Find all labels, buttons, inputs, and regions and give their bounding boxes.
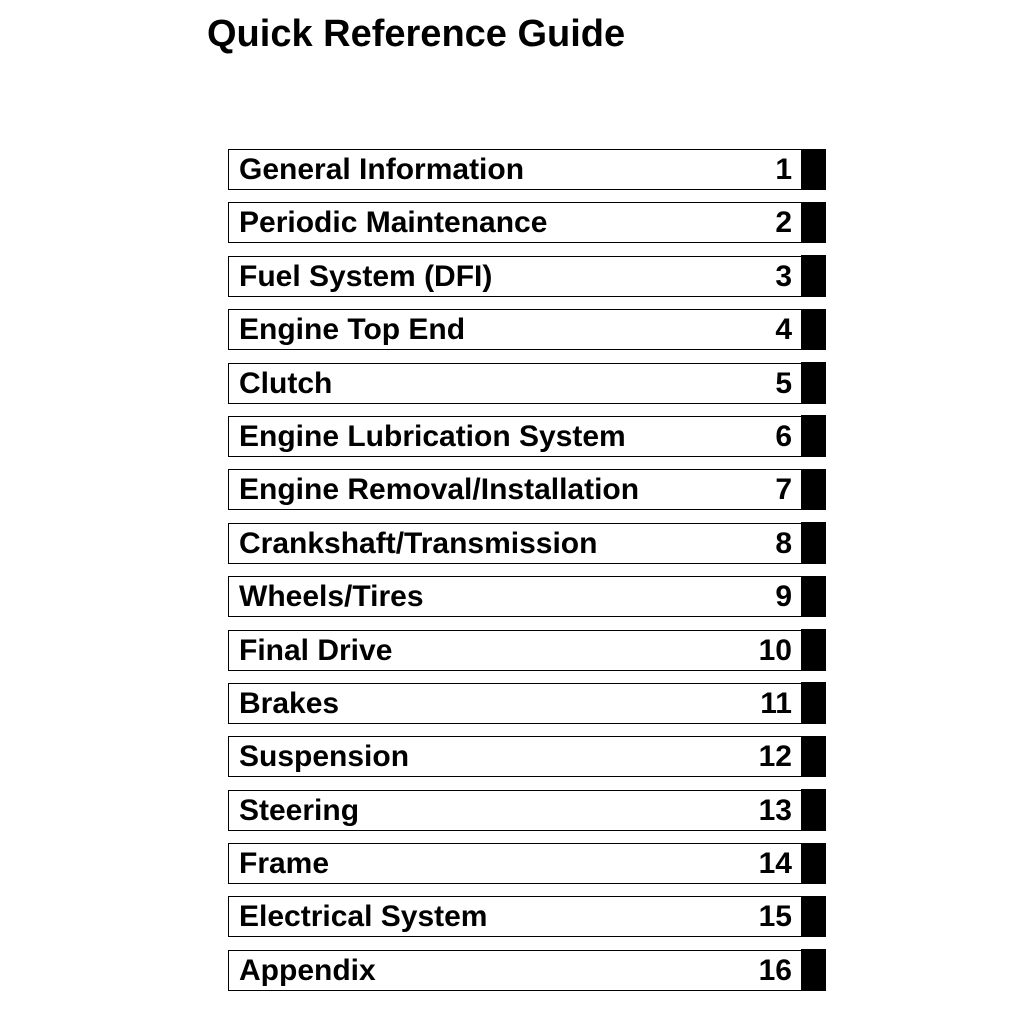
section-label: Engine Lubrication System bbox=[239, 419, 626, 453]
toc-row-general-information[interactable] bbox=[228, 149, 826, 190]
toc-row-electrical-system[interactable] bbox=[228, 896, 826, 937]
section-label: Periodic Maintenance bbox=[239, 206, 548, 240]
toc-row-wheels-tires[interactable] bbox=[228, 576, 826, 617]
section-label: Clutch bbox=[239, 366, 333, 400]
section-label: Electrical System bbox=[239, 900, 488, 934]
section-number: 3 bbox=[775, 259, 792, 293]
section-label: Brakes bbox=[239, 686, 340, 720]
section-thumb-tab bbox=[801, 843, 826, 884]
section-number: 5 bbox=[775, 366, 792, 400]
section-number: 1 bbox=[775, 153, 792, 186]
section-number: 4 bbox=[775, 313, 792, 347]
toc-row-brakes[interactable] bbox=[228, 683, 826, 724]
section-thumb-tab bbox=[801, 202, 826, 243]
section-number: 8 bbox=[775, 526, 792, 560]
toc-row-appendix[interactable] bbox=[228, 950, 826, 991]
toc-row-engine-lubrication-system[interactable] bbox=[228, 416, 826, 457]
section-thumb-tab bbox=[801, 576, 826, 617]
section-thumb-tab bbox=[801, 149, 826, 190]
section-thumb-tab bbox=[801, 896, 826, 937]
toc-row-steering[interactable] bbox=[228, 790, 826, 831]
toc-row-engine-top-end[interactable] bbox=[228, 309, 826, 350]
section-thumb-tab bbox=[801, 629, 826, 670]
toc-row-final-drive[interactable] bbox=[228, 630, 826, 671]
toc-row-clutch[interactable] bbox=[228, 363, 826, 404]
section-number: 12 bbox=[758, 740, 792, 774]
toc-row-engine-removal-installation[interactable] bbox=[228, 469, 826, 510]
section-thumb-tab bbox=[801, 362, 826, 403]
section-label: Crankshaft/Transmission bbox=[239, 526, 598, 560]
section-number: 7 bbox=[775, 473, 792, 507]
section-number: 13 bbox=[758, 793, 792, 827]
toc-row-crankshaft-transmission[interactable] bbox=[228, 523, 826, 564]
section-label: Steering bbox=[239, 793, 360, 827]
section-label: Engine Top End bbox=[239, 313, 466, 347]
section-thumb-tab bbox=[801, 522, 826, 563]
section-thumb-tab bbox=[801, 949, 826, 990]
table-of-contents bbox=[228, 149, 826, 1003]
section-thumb-tab bbox=[801, 789, 826, 830]
section-label: Frame bbox=[239, 847, 330, 881]
section-number: 11 bbox=[760, 686, 792, 720]
section-thumb-tab bbox=[801, 255, 826, 296]
toc-row-fuel-system[interactable] bbox=[228, 256, 826, 297]
section-thumb-tab bbox=[801, 736, 826, 777]
section-number: 14 bbox=[758, 847, 792, 881]
toc-row-suspension[interactable] bbox=[228, 736, 826, 777]
section-label: Fuel System (DFI) bbox=[239, 259, 493, 293]
toc-row-periodic-maintenance[interactable] bbox=[228, 202, 826, 243]
section-label: Suspension bbox=[239, 740, 410, 774]
section-label: Final Drive bbox=[239, 633, 393, 667]
section-label: Wheels/Tires bbox=[239, 580, 424, 614]
toc-row-frame[interactable] bbox=[228, 843, 826, 884]
section-number: 6 bbox=[775, 419, 792, 453]
section-number: 2 bbox=[775, 206, 792, 240]
section-number: 9 bbox=[775, 580, 792, 614]
section-number: 15 bbox=[758, 900, 792, 934]
section-thumb-tab bbox=[801, 682, 826, 723]
section-thumb-tab bbox=[801, 309, 826, 350]
page-title: Quick Reference Guide bbox=[207, 13, 626, 55]
section-thumb-tab bbox=[801, 415, 826, 456]
section-number: 16 bbox=[758, 953, 792, 987]
section-label: Engine Removal/Installation bbox=[239, 473, 640, 507]
section-label: General Information bbox=[239, 153, 525, 186]
section-thumb-tab bbox=[801, 469, 826, 510]
section-label: Appendix bbox=[239, 953, 376, 987]
section-number: 10 bbox=[758, 633, 792, 667]
